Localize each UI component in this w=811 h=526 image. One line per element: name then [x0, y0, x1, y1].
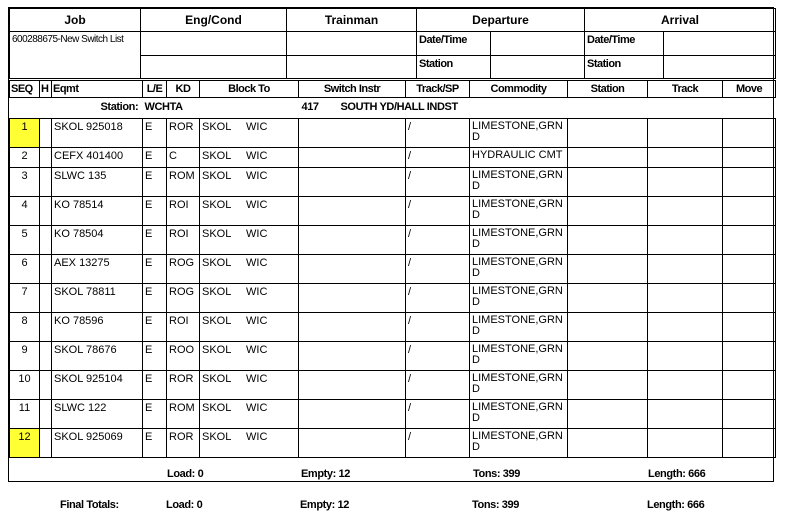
- column-header-seq: SEQ: [10, 81, 40, 98]
- move-cell: [723, 284, 776, 313]
- commodity-cell: HYDRAULIC CMT: [470, 148, 568, 168]
- h-cell: [40, 284, 52, 313]
- block-to-destination: WIC: [246, 257, 268, 269]
- block-to-destination: WIC: [246, 344, 268, 356]
- block-to-code: SKOL: [202, 199, 232, 211]
- departure-station-value: [491, 56, 585, 79]
- job-value: 600288675-New Switch List: [10, 32, 141, 79]
- commodity-cell: LIMESTONE,GRN D: [470, 226, 568, 255]
- h-cell: [40, 119, 52, 148]
- table-row: [10, 313, 776, 342]
- le-cell: E: [143, 119, 167, 148]
- le-cell: E: [143, 342, 167, 371]
- seq-cell: 8: [10, 313, 40, 342]
- kd-cell: ROR: [167, 371, 200, 400]
- column-header-switch-instr: Switch Instr: [299, 81, 406, 98]
- eqmt-cell: SKOL 925069: [52, 429, 143, 458]
- le-cell: E: [143, 148, 167, 168]
- track-cell: [648, 284, 723, 313]
- commodity-cell: LIMESTONE,GRN D: [470, 119, 568, 148]
- column-header-station: Station: [568, 81, 648, 98]
- station-load-total: Load: 0: [167, 468, 204, 480]
- track-cell: [648, 400, 723, 429]
- block-to-cell: [200, 429, 299, 458]
- track-cell: [648, 119, 723, 148]
- column-header-le: L/E: [143, 81, 167, 98]
- block-to-code: SKOL: [202, 121, 232, 133]
- track-sp-cell: /: [406, 255, 470, 284]
- commodity-cell: LIMESTONE,GRN D: [470, 255, 568, 284]
- track-cell: [648, 168, 723, 197]
- move-cell: [723, 313, 776, 342]
- seq-cell: 7: [10, 284, 40, 313]
- eqmt-cell: KO 78514: [52, 197, 143, 226]
- switch-instr-cell: [299, 119, 406, 148]
- track-sp-cell: /: [406, 168, 470, 197]
- table-row: [10, 148, 776, 168]
- station-line: [10, 98, 776, 119]
- eqmt-cell: SLWC 122: [52, 400, 143, 429]
- eqmt-cell: CEFX 401400: [52, 148, 143, 168]
- block-to-cell: [200, 371, 299, 400]
- le-cell: E: [143, 371, 167, 400]
- table-row: [10, 371, 776, 400]
- h-cell: [40, 197, 52, 226]
- table-row: [10, 119, 776, 148]
- block-to-cell: [200, 284, 299, 313]
- seq-cell: 11: [10, 400, 40, 429]
- departure-datetime-label: Date/Time: [417, 32, 491, 56]
- arrival-datetime-label: Date/Time: [585, 32, 664, 56]
- kd-cell: C: [167, 148, 200, 168]
- track-sp-cell: /: [406, 119, 470, 148]
- block-to-destination: WIC: [246, 373, 268, 385]
- h-cell: [40, 148, 52, 168]
- departure-header: Departure: [417, 9, 585, 32]
- seq-cell: 10: [10, 371, 40, 400]
- track-sp-cell: /: [406, 284, 470, 313]
- block-to-code: SKOL: [202, 228, 232, 240]
- column-header-eqmt: Eqmt: [52, 81, 143, 98]
- eqmt-cell: KO 78596: [52, 313, 143, 342]
- block-to-code: SKOL: [202, 315, 232, 327]
- switch-instr-cell: [299, 313, 406, 342]
- block-to-cell: [200, 400, 299, 429]
- station-code: WCHTA: [144, 101, 183, 113]
- block-to-cell: [200, 255, 299, 284]
- arrival-station-label: Station: [585, 56, 664, 79]
- trainman-cell-2: [287, 56, 417, 79]
- le-cell: E: [143, 429, 167, 458]
- block-to-cell: [200, 197, 299, 226]
- seq-cell: 2: [10, 148, 40, 168]
- switch-instr-cell: [299, 197, 406, 226]
- station-cell: [568, 255, 648, 284]
- block-to-cell: [200, 148, 299, 168]
- station-cell: [568, 284, 648, 313]
- station-cell: [568, 429, 648, 458]
- final-tons-total: Tons: 399: [472, 499, 519, 511]
- kd-cell: ROM: [167, 400, 200, 429]
- kd-cell: ROR: [167, 119, 200, 148]
- le-cell: E: [143, 255, 167, 284]
- block-to-destination: WIC: [246, 170, 268, 182]
- block-to-cell: [200, 342, 299, 371]
- move-cell: [723, 342, 776, 371]
- block-to-destination: WIC: [246, 228, 268, 240]
- track-sp-cell: /: [406, 371, 470, 400]
- block-to-code: SKOL: [202, 373, 232, 385]
- commodity-cell: LIMESTONE,GRN D: [470, 342, 568, 371]
- station-empty-total: Empty: 12: [301, 468, 350, 480]
- arrival-station-value: [664, 56, 776, 79]
- track-cell: [648, 342, 723, 371]
- h-cell: [40, 342, 52, 371]
- seq-cell: 1: [10, 119, 40, 148]
- le-cell: E: [143, 168, 167, 197]
- h-cell: [40, 371, 52, 400]
- kd-cell: ROI: [167, 226, 200, 255]
- kd-cell: ROI: [167, 313, 200, 342]
- arrival-datetime-value: [664, 32, 776, 56]
- block-to-code: SKOL: [202, 344, 232, 356]
- header-table: [9, 8, 776, 79]
- commodity-cell: LIMESTONE,GRN D: [470, 429, 568, 458]
- eqmt-cell: SKOL 925018: [52, 119, 143, 148]
- column-header-commodity: Commodity: [470, 81, 568, 98]
- table-row: [10, 400, 776, 429]
- final-empty-total: Empty: 12: [300, 499, 349, 511]
- track-cell: [648, 226, 723, 255]
- table-row: [10, 284, 776, 313]
- switch-instr-cell: [299, 342, 406, 371]
- column-header-h: H: [40, 81, 52, 98]
- track-sp-cell: /: [406, 429, 470, 458]
- commodity-cell: LIMESTONE,GRN D: [470, 371, 568, 400]
- le-cell: E: [143, 197, 167, 226]
- block-to-cell: [200, 313, 299, 342]
- kd-cell: ROI: [167, 197, 200, 226]
- station-number: 417: [301, 101, 319, 113]
- kd-cell: ROG: [167, 255, 200, 284]
- move-cell: [723, 226, 776, 255]
- track-sp-cell: /: [406, 197, 470, 226]
- switch-instr-cell: [299, 226, 406, 255]
- switch-instr-cell: [299, 284, 406, 313]
- track-cell: [648, 313, 723, 342]
- track-sp-cell: /: [406, 313, 470, 342]
- station-length-total: Length: 666: [648, 468, 706, 480]
- commodity-cell: LIMESTONE,GRN D: [470, 400, 568, 429]
- block-to-code: SKOL: [202, 257, 232, 269]
- switch-instr-cell: [299, 400, 406, 429]
- switch-instr-cell: [299, 429, 406, 458]
- track-sp-cell: /: [406, 226, 470, 255]
- track-sp-cell: /: [406, 342, 470, 371]
- seq-cell: 5: [10, 226, 40, 255]
- table-row: [10, 168, 776, 197]
- trainman-header: Trainman: [287, 9, 417, 32]
- h-cell: [40, 313, 52, 342]
- block-to-code: SKOL: [202, 402, 232, 414]
- eng-cond-cell-2: [141, 56, 287, 79]
- departure-datetime-value: [491, 32, 585, 56]
- station-cell: [568, 168, 648, 197]
- seq-cell: 4: [10, 197, 40, 226]
- switch-instr-cell: [299, 148, 406, 168]
- le-cell: E: [143, 313, 167, 342]
- station-cell: [568, 400, 648, 429]
- column-header-track: Track: [648, 81, 723, 98]
- track-cell: [648, 197, 723, 226]
- block-to-code: SKOL: [202, 170, 232, 182]
- block-to-destination: WIC: [246, 150, 268, 162]
- block-to-cell: [200, 168, 299, 197]
- move-cell: [723, 119, 776, 148]
- kd-cell: ROM: [167, 168, 200, 197]
- le-cell: E: [143, 284, 167, 313]
- station-cell: [568, 197, 648, 226]
- switch-instr-cell: [299, 168, 406, 197]
- arrival-header: Arrival: [585, 9, 776, 32]
- seq-cell: 3: [10, 168, 40, 197]
- track-cell: [648, 148, 723, 168]
- h-cell: [40, 400, 52, 429]
- final-load-total: Load: 0: [166, 499, 203, 511]
- commodity-cell: LIMESTONE,GRN D: [470, 313, 568, 342]
- trainman-cell-1: [287, 32, 417, 56]
- track-sp-cell: /: [406, 148, 470, 168]
- table-row: [10, 226, 776, 255]
- table-row: [10, 197, 776, 226]
- block-to-destination: WIC: [246, 286, 268, 298]
- column-header-block-to: Block To: [200, 81, 299, 98]
- move-cell: [723, 197, 776, 226]
- station-cell: [568, 342, 648, 371]
- track-cell: [648, 429, 723, 458]
- block-to-code: SKOL: [202, 150, 232, 162]
- job-header: Job: [10, 9, 141, 32]
- station-cell: [568, 119, 648, 148]
- table-row: [10, 255, 776, 284]
- block-to-destination: WIC: [246, 121, 268, 133]
- track-cell: [648, 255, 723, 284]
- block-to-destination: WIC: [246, 199, 268, 211]
- column-header-row: [10, 81, 776, 98]
- h-cell: [40, 226, 52, 255]
- seq-cell: 6: [10, 255, 40, 284]
- block-to-destination: WIC: [246, 402, 268, 414]
- final-totals-label: Final Totals:: [60, 499, 119, 511]
- h-cell: [40, 168, 52, 197]
- move-cell: [723, 400, 776, 429]
- station-name: SOUTH YD/HALL INDST: [340, 101, 458, 113]
- track-sp-cell: /: [406, 400, 470, 429]
- kd-cell: ROR: [167, 429, 200, 458]
- departure-station-label: Station: [417, 56, 491, 79]
- switch-instr-cell: [299, 255, 406, 284]
- move-cell: [723, 148, 776, 168]
- column-header-kd: KD: [167, 81, 200, 98]
- block-to-cell: [200, 226, 299, 255]
- block-to-destination: WIC: [246, 315, 268, 327]
- move-cell: [723, 429, 776, 458]
- switch-list-sheet: [8, 7, 774, 482]
- eqmt-cell: SKOL 78811: [52, 284, 143, 313]
- kd-cell: ROG: [167, 284, 200, 313]
- table-row: [10, 429, 776, 458]
- table-row: [10, 342, 776, 371]
- column-header-move: Move: [723, 81, 776, 98]
- move-cell: [723, 371, 776, 400]
- eqmt-cell: SKOL 925104: [52, 371, 143, 400]
- seq-cell: 9: [10, 342, 40, 371]
- move-cell: [723, 255, 776, 284]
- eng-cond-cell-1: [141, 32, 287, 56]
- le-cell: E: [143, 226, 167, 255]
- track-cell: [648, 371, 723, 400]
- kd-cell: ROO: [167, 342, 200, 371]
- station-cell: [568, 148, 648, 168]
- eng-cond-header: Eng/Cond: [141, 9, 287, 32]
- block-to-destination: WIC: [246, 431, 268, 443]
- car-list-table: [9, 80, 776, 458]
- h-cell: [40, 255, 52, 284]
- commodity-cell: LIMESTONE,GRN D: [470, 197, 568, 226]
- column-header-track-sp: Track/SP: [406, 81, 470, 98]
- final-length-total: Length: 666: [647, 499, 705, 511]
- commodity-cell: LIMESTONE,GRN D: [470, 168, 568, 197]
- station-cell: [568, 371, 648, 400]
- move-cell: [723, 168, 776, 197]
- station-label: Station:: [100, 101, 139, 113]
- eqmt-cell: AEX 13275: [52, 255, 143, 284]
- station-tons-total: Tons: 399: [473, 468, 520, 480]
- le-cell: E: [143, 400, 167, 429]
- station-cell: [568, 313, 648, 342]
- eqmt-cell: SLWC 135: [52, 168, 143, 197]
- seq-cell: 12: [10, 429, 40, 458]
- h-cell: [40, 429, 52, 458]
- eqmt-cell: SKOL 78676: [52, 342, 143, 371]
- block-to-code: SKOL: [202, 286, 232, 298]
- station-cell: [568, 226, 648, 255]
- block-to-code: SKOL: [202, 431, 232, 443]
- eqmt-cell: KO 78504: [52, 226, 143, 255]
- switch-instr-cell: [299, 371, 406, 400]
- block-to-cell: [200, 119, 299, 148]
- commodity-cell: LIMESTONE,GRN D: [470, 284, 568, 313]
